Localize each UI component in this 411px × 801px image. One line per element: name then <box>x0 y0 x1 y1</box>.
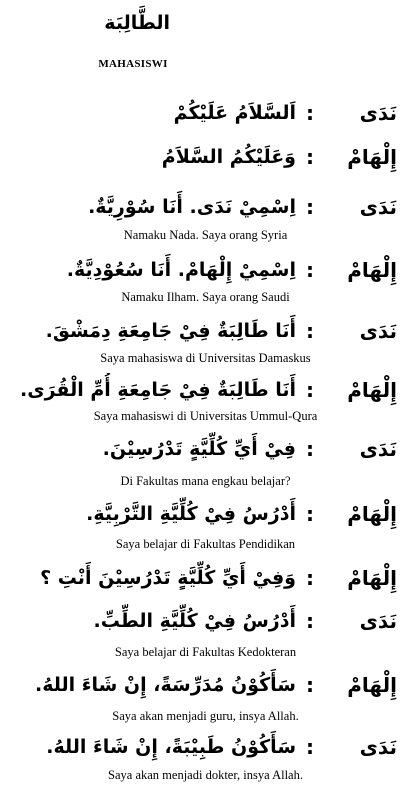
translation-text: Saya akan menjadi dokter, insya Allah. <box>108 768 303 782</box>
translation-text: Namaku Ilham. Saya orang Saudi <box>121 290 290 304</box>
dialogue-line-7 <box>0 432 411 466</box>
translation-text: Namaku Nada. Saya orang Syria <box>123 228 288 242</box>
speaker-name: إِلْهَامْ <box>347 145 397 169</box>
dialogue-line-8 <box>0 497 411 531</box>
page-title: الطَّالِبَة <box>104 12 170 34</box>
arabic-text: سَأَكُوْنُ طَبِيْبَةً، إِنْ شَاءَ اللهُ. <box>46 736 296 758</box>
speaker-colon: : <box>306 609 314 633</box>
dialogue-line-10 <box>0 604 411 638</box>
arabic-text: وَعَلَيْكُمُ السَّلاَمُ <box>161 146 296 168</box>
speaker-colon: : <box>306 735 314 759</box>
speaker-name: نَدَى <box>359 195 397 219</box>
speaker-colon: : <box>306 566 314 590</box>
dialogue-line-6 <box>0 373 411 407</box>
speaker-name: نَدَى <box>359 437 397 461</box>
arabic-text: أَدْرُسُ فِيْ كُلِّيَّةِ التَّرْبِيَّةِ. <box>86 503 296 525</box>
translation-text: Saya belajar di Fakultas Pendidikan <box>115 537 296 551</box>
speaker-name: إِلْهَامْ <box>347 502 397 526</box>
speaker-name: نَدَى <box>359 101 397 125</box>
arabic-text: فِيْ أَيِّ كُلِّيَّةٍ تَدْرُسِيْنَ. <box>102 438 296 460</box>
page-subtitle: MAHASISWI <box>98 58 168 70</box>
speaker-colon: : <box>306 319 314 343</box>
speaker-name: نَدَى <box>359 735 397 759</box>
arabic-text: اَلسَّلاَمُ عَلَيْكُمْ <box>173 102 296 124</box>
dialogue-line-11 <box>0 668 411 702</box>
speaker-name: إِلْهَامْ <box>347 673 397 697</box>
dialogue-line-4 <box>0 253 411 287</box>
dialogue-line-9 <box>0 561 411 595</box>
translation-text: Saya akan menjadi guru, insya Allah. <box>112 709 299 723</box>
dialogue-line-3 <box>0 190 411 224</box>
dialogue-line-2 <box>0 140 411 174</box>
translation-text: Saya belajar di Fakultas Kedokteran <box>114 645 297 659</box>
speaker-colon: : <box>306 258 314 282</box>
speaker-name: إِلْهَامْ <box>347 566 397 590</box>
speaker-colon: : <box>306 378 314 402</box>
translation-text: Saya mahasiswa di Universitas Damaskus <box>100 351 311 365</box>
arabic-text: سَأَكُوْنُ مُدَرِّسَةً، إِنْ شَاءَ اللهُ. <box>35 674 296 696</box>
speaker-colon: : <box>306 673 314 697</box>
speaker-colon: : <box>306 437 314 461</box>
dialogue-line-5 <box>0 314 411 348</box>
translation-text: Saya mahasiswi di Universitas Ummul-Qura <box>93 409 318 423</box>
translation-text: Di Fakultas mana engkau belajar? <box>120 474 291 488</box>
speaker-name: نَدَى <box>359 609 397 633</box>
arabic-text: وَفِيْ أَيِّ كُلِّيَّةٍ تَدْرُسِيْنَ أَنْتِ ؟ <box>40 567 296 589</box>
dialogue-line-12 <box>0 730 411 764</box>
speaker-colon: : <box>306 195 314 219</box>
arabic-text: أَنَا طَالِبَةٌ فِيْ جَامِعَةِ أُمِّ الْقُرَى. <box>19 379 296 401</box>
dialogue-line-1 <box>0 96 411 130</box>
speaker-name: نَدَى <box>359 319 397 343</box>
speaker-colon: : <box>306 145 314 169</box>
speaker-name: إِلْهَامْ <box>347 258 397 282</box>
arabic-text: اِسْمِيْ إِلْهَامْ. أَنَا سُعُوْدِيَّةٌ. <box>66 259 296 281</box>
speaker-name: إِلْهَامْ <box>347 378 397 402</box>
arabic-text: اِسْمِيْ نَدَى. أَنَا سُوْرِيَّةٌ. <box>88 196 296 218</box>
arabic-text: أَنَا طَالِبَةٌ فِيْ جَامِعَةِ دِمَشْقَ. <box>45 320 296 342</box>
arabic-text: أَدْرُسُ فِيْ كُلِّيَّةِ الطِّبِّ. <box>93 610 296 632</box>
speaker-colon: : <box>306 502 314 526</box>
speaker-colon: : <box>306 101 314 125</box>
